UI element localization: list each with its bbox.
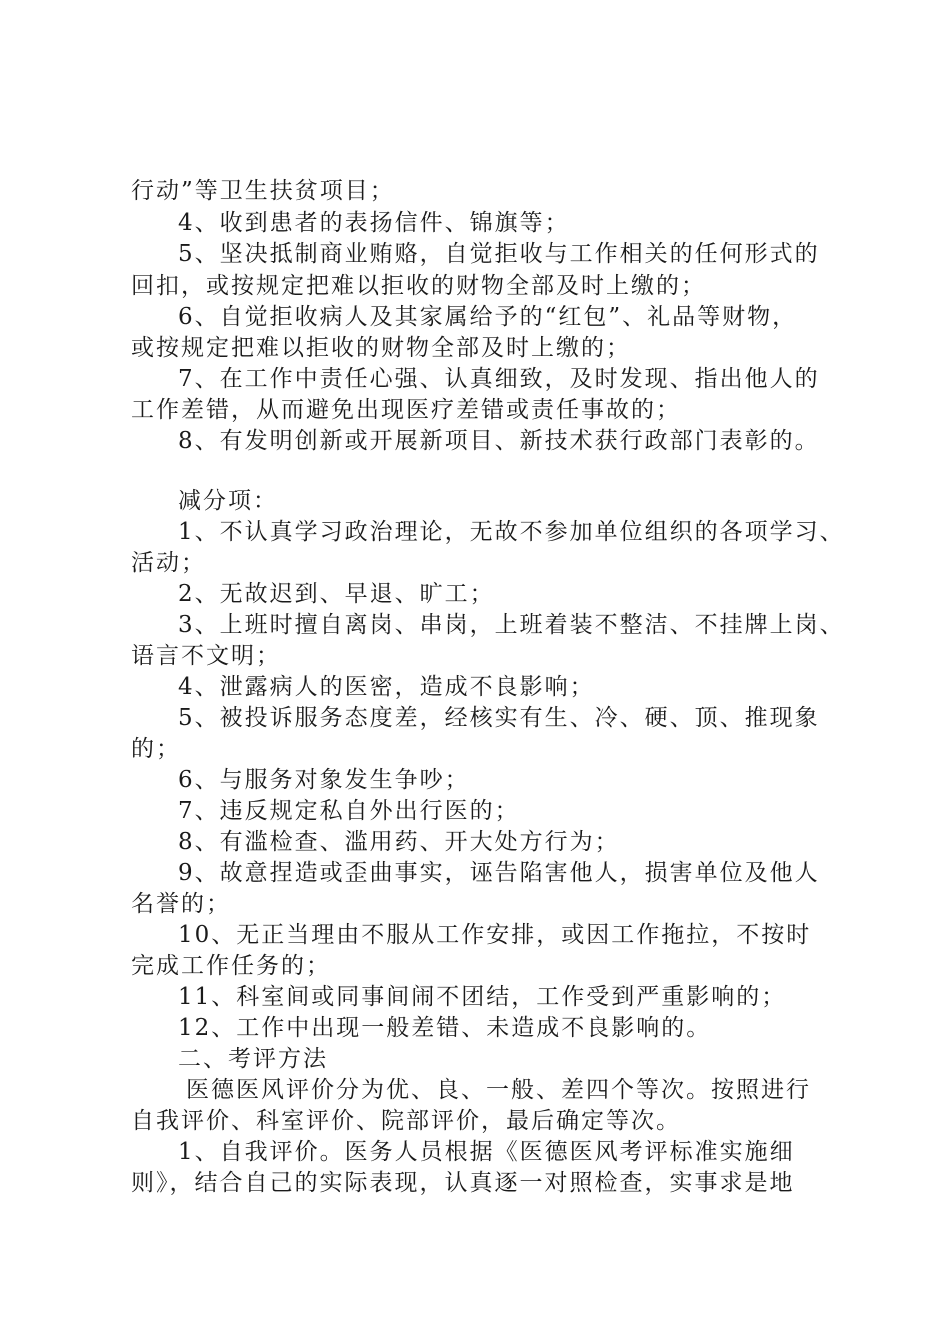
paragraph-line: 11、科室间或同事间闹不团结，工作受到严重影响的； xyxy=(178,984,787,1010)
paragraph-line: 9、故意捏造或歪曲事实，诬告陷害他人，损害单位及他人 xyxy=(178,860,820,886)
paragraph-line: 则》，结合自己的实际表现，认真逐一对照检查，实事求是地 xyxy=(131,1170,795,1196)
paragraph-line: 回扣，或按规定把难以拒收的财物全部及时上缴的； xyxy=(131,273,706,299)
paragraph-line: 4、收到患者的表扬信件、锦旗等； xyxy=(178,210,570,236)
paragraph-line: 7、违反规定私自外出行医的； xyxy=(178,798,520,824)
paragraph-line: 5、被投诉服务态度差，经核实有生、冷、硬、顶、推现象 xyxy=(178,705,820,731)
paragraph-line: 12、工作中出现一般差错、未造成不良影响的。 xyxy=(178,1015,712,1041)
paragraph-line: 行动”等卫生扶贫项目； xyxy=(131,178,395,204)
paragraph-line: 自我评价、科室评价、院部评价，最后确定等次。 xyxy=(131,1108,681,1134)
section-heading: 二、考评方法 xyxy=(178,1046,328,1072)
paragraph-line: 医德医风评价分为优、良、一般、差四个等次。按照进行 xyxy=(186,1077,811,1103)
paragraph-line: 5、坚决抵制商业贿赂，自觉拒收与工作相关的任何形式的 xyxy=(178,241,820,267)
paragraph-line: 工作差错，从而避免出现医疗差错或责任事故的； xyxy=(131,397,681,423)
paragraph-line: 活动； xyxy=(131,550,206,576)
section-heading: 减分项： xyxy=(178,488,278,514)
paragraph-line: 或按规定把难以拒收的财物全部及时上缴的； xyxy=(131,335,631,361)
paragraph-line: 6、自觉拒收病人及其家属给予的“红包”、礼品等财物， xyxy=(178,304,798,330)
paragraph-line: 7、在工作中责任心强、认真细致，及时发现、指出他人的 xyxy=(178,366,820,392)
paragraph-line: 8、有发明创新或开展新项目、新技术获行政部门表彰的。 xyxy=(178,428,820,454)
paragraph-line: 6、与服务对象发生争吵； xyxy=(178,767,470,793)
paragraph-line: 4、泄露病人的医密，造成不良影响； xyxy=(178,674,595,700)
paragraph-line: 完成工作任务的； xyxy=(131,953,331,979)
paragraph-line: 8、有滥检查、滥用药、开大处方行为； xyxy=(178,829,620,855)
paragraph-line: 1、不认真学习政治理论，无故不参加单位组织的各项学习、 xyxy=(178,519,845,545)
paragraph-line: 3、上班时擅自离岗、串岗，上班着装不整洁、不挂牌上岗、 xyxy=(178,612,845,638)
paragraph-line: 1、自我评价。医务人员根据《医德医风考评标准实施细 xyxy=(178,1139,795,1165)
paragraph-line: 2、无故迟到、早退、旷工； xyxy=(178,581,495,607)
paragraph-line: 名誉的； xyxy=(131,891,231,917)
paragraph-line: 的； xyxy=(131,736,181,762)
paragraph-line: 10、无正当理由不服从工作安排，或因工作拖拉，不按时 xyxy=(178,922,812,948)
paragraph-line: 语言不文明； xyxy=(131,643,281,669)
